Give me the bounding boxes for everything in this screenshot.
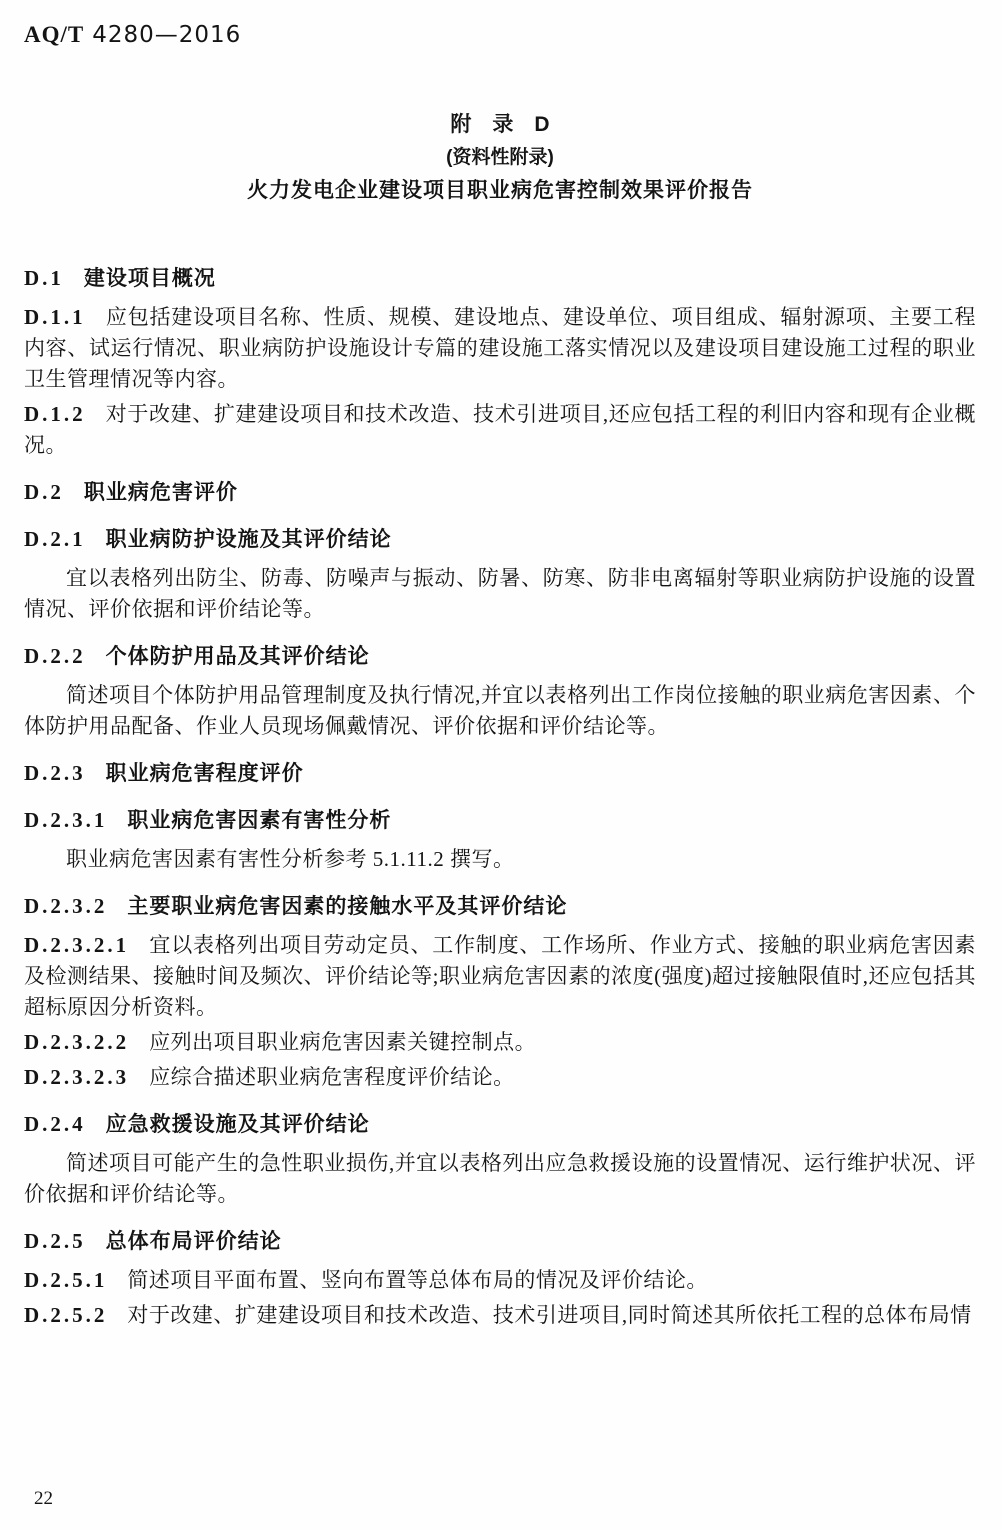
clause-number: D.2.5.2 <box>24 1303 108 1327</box>
clause-text: 宜以表格列出项目劳动定员、工作制度、工作场所、作业方式、接触的职业病危害因素及检测结果、接触时间及频次、评价结论等;职业病危害因素的浓度(强度)超过接触限值时,还应包括其超标原因分析资料。 <box>24 933 976 1019</box>
clause-number: D.2.3.2.1 <box>24 933 130 957</box>
standard-code <box>24 20 976 50</box>
clause-number: D.2.5 <box>24 1229 86 1253</box>
clause-number: D.2.3.2.3 <box>24 1065 130 1089</box>
appendix-title: 火力发电企业建设项目职业病危害控制效果评价报告 <box>247 179 753 202</box>
clause-d1-2 <box>24 399 976 461</box>
clause-number: D.2.1 <box>24 527 86 551</box>
clause-d2-3-2-1 <box>24 930 976 1023</box>
clause-heading-d2-2 <box>24 641 976 672</box>
clause-heading-d2-5 <box>24 1226 976 1257</box>
clause-text: 应列出项目职业病危害因素关键控制点。 <box>149 1030 537 1054</box>
clause-number: D.2.4 <box>24 1112 86 1136</box>
clause-text: 对于改建、扩建建设项目和技术改造、技术引进项目,同时简述其所依托工程的总体布局情 <box>127 1303 972 1327</box>
clause-number: D.2.3 <box>24 761 86 785</box>
clause-number: D.2.3.2 <box>24 894 108 918</box>
clause-d2-5-1 <box>24 1265 976 1296</box>
clause-number: D.2.3.2.2 <box>24 1030 130 1054</box>
clause-title: 职业病危害程度评价 <box>105 762 304 785</box>
clause-title: 主要职业病危害因素的接触水平及其评价结论 <box>127 895 568 918</box>
clause-title: 建设项目概况 <box>83 267 216 290</box>
clause-heading-d2-3 <box>24 758 976 789</box>
document-body <box>24 263 976 1331</box>
standard-code-number: 4280—2016 <box>92 22 242 48</box>
clause-number: D.1.1 <box>24 305 86 329</box>
clause-number: D.1 <box>24 266 64 290</box>
appendix-title-block <box>24 108 976 207</box>
clause-heading-d2-4 <box>24 1109 976 1140</box>
clause-title: 个体防护用品及其评价结论 <box>105 645 370 668</box>
appendix-label: 附 录 D <box>450 113 550 136</box>
clause-number: D.2.3.1 <box>24 808 108 832</box>
clause-title: 应急救援设施及其评价结论 <box>105 1113 370 1136</box>
clause-title: 职业病防护设施及其评价结论 <box>105 528 392 551</box>
clause-number: D.2.5.1 <box>24 1268 108 1292</box>
appendix-note: (资料性附录) <box>446 147 554 168</box>
clause-title: 职业病危害评价 <box>83 481 238 504</box>
paragraph-d2-2: 简述项目个体防护用品管理制度及执行情况,并宜以表格列出工作岗位接触的职业病危害因素、个体防护用品配备、作业人员现场佩戴情况、评价依据和评价结论等。 <box>24 683 976 738</box>
clause-d1-1 <box>24 302 976 395</box>
clause-text: 对于改建、扩建建设项目和技术改造、技术引进项目,还应包括工程的利旧内容和现有企业概况。 <box>24 402 976 457</box>
clause-number: D.1.2 <box>24 402 86 426</box>
clause-heading-d1 <box>24 263 976 294</box>
clause-d2-3-2-2 <box>24 1027 976 1058</box>
clause-heading-d2-3-1 <box>24 805 976 836</box>
clause-d2-5-2 <box>24 1300 976 1331</box>
clause-number: D.2.2 <box>24 644 86 668</box>
clause-text: 应包括建设项目名称、性质、规模、建设地点、建设单位、项目组成、辐射源项、主要工程内容、试运行情况、职业病防护设施设计专篇的建设施工落实情况以及建设项目建设施工过程的职业卫生管理情况等内容。 <box>24 305 976 391</box>
page-number: 22 <box>34 1488 53 1509</box>
clause-heading-d2-1 <box>24 524 976 555</box>
clause-heading-d2-3-2 <box>24 891 976 922</box>
clause-d2-3-2-3 <box>24 1062 976 1093</box>
standard-code-prefix: AQ/T <box>24 22 85 47</box>
paragraph-d2-4: 简述项目可能产生的急性职业损伤,并宜以表格列出应急救援设施的设置情况、运行维护状况、评价依据和评价结论等。 <box>24 1151 976 1206</box>
paragraph-d2-1: 宜以表格列出防尘、防毒、防噪声与振动、防暑、防寒、防非电离辐射等职业病防护设施的设置情况、评价依据和评价结论等。 <box>24 566 976 621</box>
clause-text: 简述项目平面布置、竖向布置等总体布局的情况及评价结论。 <box>127 1268 708 1292</box>
clause-heading-d2 <box>24 477 976 508</box>
clause-number: D.2 <box>24 480 64 504</box>
clause-title: 总体布局评价结论 <box>105 1230 282 1253</box>
paragraph-d2-3-1: 职业病危害因素有害性分析参考 5.1.11.2 撰写。 <box>66 847 515 871</box>
clause-title: 职业病危害因素有害性分析 <box>127 809 392 832</box>
clause-text: 应综合描述职业病危害程度评价结论。 <box>149 1065 515 1089</box>
